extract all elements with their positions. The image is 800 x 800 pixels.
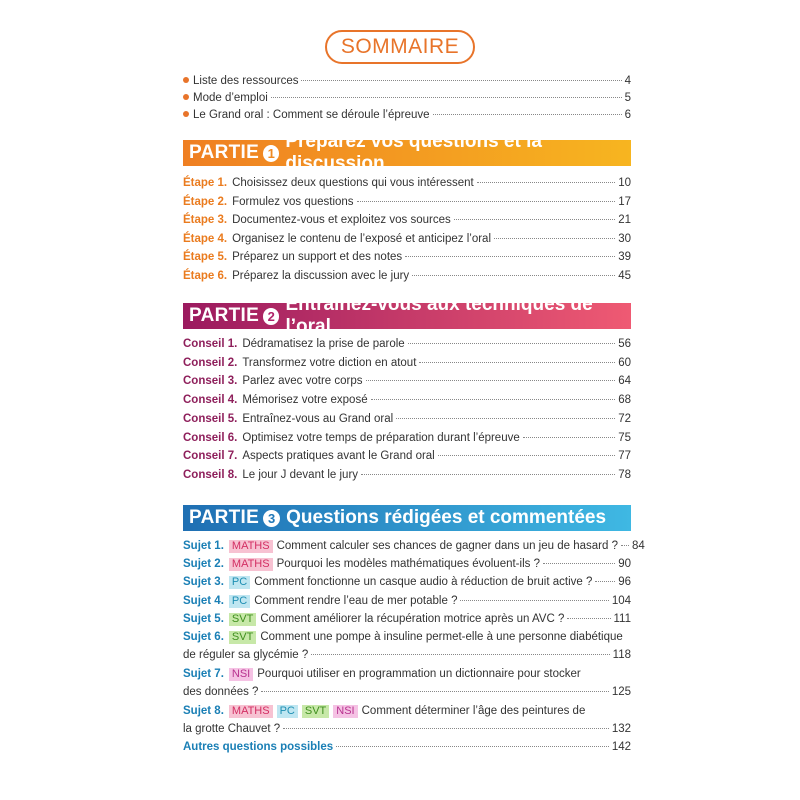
entry-label: Étape 5. [183,251,228,264]
dot-leader [396,418,615,419]
dot-leader [366,380,616,381]
entry-text: Aspects pratiques avant le Grand oral [242,450,435,463]
page-number: 10 [618,177,631,189]
dot-leader [543,563,615,564]
page-number: 21 [618,214,631,227]
entry-text: Comment déterminer l’âge des peintures de [361,705,586,717]
toc-entry[interactable] [183,431,631,445]
toc-entry[interactable] [183,539,645,553]
page-number: 6 [624,109,631,121]
subject-tag-pc: PC [229,595,250,608]
page-number: 78 [618,468,631,481]
entry-text: Choisissez deux questions qui vous intéressent [232,177,474,189]
dot-leader [271,97,622,98]
page-number: 17 [618,195,631,208]
intro-row[interactable] [183,91,631,105]
toc-entry[interactable] [183,356,631,370]
subject-tag-maths: MATHS [229,705,273,718]
partie-title: Préparez vos questions et la discussion [285,131,542,174]
partie-title: Questions rédigées et commentées [286,507,607,528]
dot-leader [523,437,615,438]
partie-word: PARTIE [189,507,260,528]
entry-text: Organisez le contenu de l’exposé et anticipez l’oral [232,232,492,245]
partie-title: Entraînez-vous aux techniques de l’oral [285,294,593,337]
toc-entry[interactable] [183,393,631,407]
dot-leader [477,182,615,183]
intro-label: Liste des ressources [193,75,299,87]
dot-leader [311,654,609,655]
dot-leader [595,581,615,582]
dot-leader [357,201,616,202]
toc-entry-more[interactable] [183,740,631,754]
page-number: 111 [613,612,631,625]
dot-leader [438,455,615,456]
partie-2-header [183,294,631,337]
entry-text-continued: des données ? [183,686,259,698]
entry-label: Sujet 6. [183,631,224,643]
partie-number-badge: 2 [263,308,279,325]
page-number: 96 [618,576,631,589]
entry-label: Étape 1. [183,177,228,189]
page-number: 142 [611,741,631,753]
dot-leader [408,343,616,344]
page-number: 90 [618,558,631,571]
subject-tag-svt: SVT [229,613,256,626]
entry-label: Étape 6. [183,270,228,282]
entry-text: Comment une pompe à insuline permet-elle à une personne diabétique [260,631,623,643]
entry-label: Sujet 1. [183,540,224,552]
toc-entry-continuation[interactable] [183,685,631,699]
page-number: 125 [611,686,631,698]
entry-text: Comment rendre l’eau de mer potable ? [254,594,458,607]
toc-entry-continuation[interactable] [183,722,631,736]
partie-number-badge: 3 [263,510,280,527]
partie-1-header [183,131,631,174]
dot-leader [621,545,629,546]
subject-tag-pc: PC [277,705,298,718]
partie-3-header [183,505,631,531]
page-number: 132 [611,723,631,735]
toc-entry[interactable] [183,468,631,482]
entry-label: Sujet 7. [183,668,224,680]
page-number: 4 [624,75,631,87]
entry-text: Le jour J devant le jury [242,468,359,481]
entry-text-continued: la grotte Chauvet ? [183,723,281,735]
toc-entry[interactable] [183,704,631,718]
toc-entry[interactable] [183,612,631,626]
entry-text: Documentez-vous et exploitez vos sources [232,214,451,227]
bullet-icon [183,94,189,100]
partie-word: PARTIE [189,305,260,326]
entry-label: Conseil 1. [183,338,238,350]
dot-leader [460,600,608,601]
entry-label: Sujet 5. [183,612,224,625]
entry-label: Conseil 8. [183,468,238,481]
dot-leader [336,746,609,747]
more-questions-label: Autres questions possibles [183,741,334,753]
entry-text: Parlez avec votre corps [242,375,363,388]
dot-leader [494,238,615,239]
intro-label: Le Grand oral : Comment se déroule l’épreuve [193,109,430,121]
dot-leader [454,219,615,220]
entry-text-continued: de réguler sa glycémie ? [183,649,309,661]
entry-label: Sujet 8. [183,705,224,717]
subject-tag-pc: PC [229,576,250,589]
subject-tag-maths: MATHS [229,540,273,553]
intro-row[interactable] [183,74,631,88]
dot-leader [361,474,615,475]
entry-text: Transformez votre diction en atout [242,356,417,369]
subject-tag-maths: MATHS [229,558,273,571]
entry-text: Comment améliorer la récupération motrice après un AVC ? [260,612,565,625]
partie-number-badge: 1 [263,145,279,162]
toc-entry[interactable] [183,630,631,644]
dot-leader [412,275,615,276]
subject-tag-nsi: NSI [229,668,253,681]
subject-tag-nsi: NSI [333,705,357,718]
entry-text: Optimisez votre temps de préparation durant l’épreuve [242,431,520,444]
page-number: 30 [618,232,631,245]
page-number: 60 [618,356,631,369]
partie-word: PARTIE [189,142,260,163]
dot-leader [261,691,608,692]
entry-label: Conseil 2. [183,356,238,369]
page-number: 77 [618,450,631,463]
page-number: 104 [611,594,631,607]
toc-entry[interactable] [183,374,631,388]
page-number: 75 [618,431,631,444]
dot-leader [371,399,616,400]
page-title: SOMMAIRE [325,30,475,64]
toc-entry-continuation[interactable] [183,648,631,662]
toc-entry[interactable] [183,269,631,283]
page-number: 56 [618,338,631,350]
entry-label: Étape 4. [183,232,228,245]
intro-label: Mode d’emploi [193,92,268,104]
entry-label: Conseil 7. [183,450,238,463]
toc-entry[interactable] [183,594,631,608]
toc-entry[interactable] [183,250,631,264]
entry-text: Pourquoi les modèles mathématiques évoluent-ils ? [276,558,540,571]
entry-label: Conseil 5. [183,412,238,425]
toc-entry[interactable] [183,337,631,351]
entry-label: Conseil 6. [183,431,238,444]
dot-leader [283,728,609,729]
page-number: 118 [612,649,631,661]
entry-label: Conseil 4. [183,394,238,407]
bullet-icon [183,111,189,117]
toc-entry[interactable] [183,213,631,227]
dot-leader [301,80,621,81]
entry-text: Dédramatisez la prise de parole [242,338,405,350]
page-number: 39 [618,251,631,264]
subject-tag-svt: SVT [302,705,329,718]
entry-label: Sujet 3. [183,576,224,589]
bullet-icon [183,77,189,83]
entry-text: Comment fonctionne un casque audio à réduction de bruit active ? [254,576,593,589]
entry-label: Sujet 2. [183,558,224,571]
entry-text: Comment calculer ses chances de gagner dans un jeu de hasard ? [276,540,618,552]
toc-entry[interactable] [183,412,631,426]
toc-entry[interactable] [183,176,631,190]
page-number: 5 [624,92,631,104]
subject-tag-svt: SVT [229,631,256,644]
entry-label: Sujet 4. [183,594,224,607]
entry-text: Pourquoi utiliser en programmation un dictionnaire pour stocker [257,668,581,680]
page-number: 84 [631,540,645,552]
dot-leader [405,256,615,257]
toc-entry[interactable] [183,575,631,589]
entry-text: Préparez la discussion avec le jury [232,270,410,282]
page-number: 45 [618,270,631,282]
toc-entry[interactable] [183,557,631,571]
toc-entry[interactable] [183,667,631,681]
intro-row[interactable] [183,108,631,122]
toc-entry[interactable] [183,232,631,246]
toc-entry[interactable] [183,195,631,209]
entry-label: Étape 3. [183,214,228,227]
page-number: 68 [618,394,631,407]
entry-text: Mémorisez votre exposé [242,394,368,407]
entry-text: Formulez vos questions [232,195,354,208]
entry-label: Étape 2. [183,195,228,208]
title-wrap [0,30,800,64]
toc-entry[interactable] [183,449,631,463]
dot-leader [433,114,622,115]
entry-label: Conseil 3. [183,375,238,388]
page-number: 64 [618,375,631,388]
entry-text: Entraînez-vous au Grand oral [242,412,394,425]
dot-leader [419,362,615,363]
page-number: 72 [618,412,631,425]
dot-leader [567,618,610,619]
entry-text: Préparez un support et des notes [232,251,403,264]
